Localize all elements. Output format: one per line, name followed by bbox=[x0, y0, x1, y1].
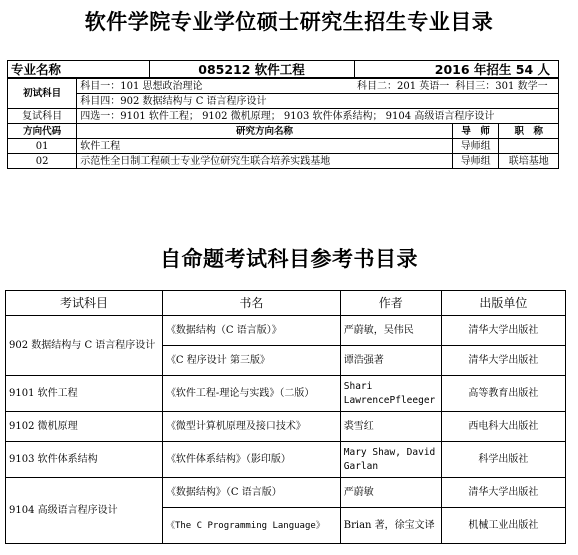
prelim-subject-4: 科目四：902 数据结构与 C 语言程序设计 bbox=[77, 94, 559, 109]
major-code-name: 085212 软件工程 bbox=[149, 61, 354, 79]
table-row bbox=[6, 376, 566, 412]
book-publisher: 机械工业出版社 bbox=[441, 508, 565, 544]
book-name: 《软件工程-理论与实践》（二版） bbox=[162, 376, 340, 412]
direction-code: 02 bbox=[8, 154, 77, 169]
book-author: Brian 著，徐宝文译 bbox=[340, 508, 441, 544]
reference-books-title: 自命题考试科目参考书目录 bbox=[160, 247, 418, 271]
book-table-header bbox=[6, 291, 566, 316]
book-name: 《数据结构》（C 语言版） bbox=[162, 478, 340, 508]
book-author: 裘雪红 bbox=[340, 412, 441, 442]
book-name: 《C 程序设计 第三版》 bbox=[162, 346, 340, 376]
prelim-row-2 bbox=[8, 94, 559, 109]
direction-code: 01 bbox=[8, 139, 77, 154]
retest-subjects: 四选一：9101 软件工程； 9102 微机原理； 9103 软件体系结构； 9104 高级语言程序设计 bbox=[77, 109, 559, 124]
book-author: Mary Shaw, David Garlan bbox=[340, 442, 441, 478]
table-row bbox=[6, 442, 566, 478]
direction-row bbox=[8, 154, 559, 169]
publisher-header: 出版单位 bbox=[441, 291, 565, 316]
direction-name-header: 研究方向名称 bbox=[77, 124, 453, 139]
major-header-row bbox=[8, 61, 559, 79]
book-publisher: 清华大学出版社 bbox=[441, 316, 565, 346]
book-author: 严蔚敏，吴伟民 bbox=[340, 316, 441, 346]
major-catalog-table bbox=[7, 60, 559, 169]
exam-subject: 9101 软件工程 bbox=[6, 376, 163, 412]
book-publisher: 清华大学出版社 bbox=[441, 346, 565, 376]
direction-title: 联培基地 bbox=[499, 154, 559, 169]
title-header: 职 称 bbox=[499, 124, 559, 139]
exam-subject: 9103 软件体系结构 bbox=[6, 442, 163, 478]
prelim-subject-3: 科目三：301 数学一 bbox=[452, 78, 558, 94]
book-author: 严蔚敏 bbox=[340, 478, 441, 508]
prelim-subject-2: 科目二：201 英语一 bbox=[354, 78, 452, 94]
retest-label: 复试科目 bbox=[8, 109, 77, 124]
major-name-label: 专业名称 bbox=[8, 61, 150, 79]
direction-name: 示范性全日制工程硕士专业学位研究生联合培养实践基地 bbox=[77, 154, 453, 169]
retest-row bbox=[8, 109, 559, 124]
direction-advisor: 导师组 bbox=[452, 139, 499, 154]
direction-title bbox=[499, 139, 559, 154]
prelim-row-1 bbox=[8, 78, 559, 94]
book-header: 书名 bbox=[162, 291, 340, 316]
book-name: 《微型计算机原理及接口技术》 bbox=[162, 412, 340, 442]
book-publisher: 西电科大出版社 bbox=[441, 412, 565, 442]
prelim-subject-1: 科目一：101 思想政治理论 bbox=[77, 78, 354, 94]
enrollment-quota: 2016 年招生 54 人 bbox=[354, 61, 558, 79]
exam-subject: 9104 高级语言程序设计 bbox=[6, 478, 163, 544]
author-header: 作者 bbox=[340, 291, 441, 316]
table-row bbox=[6, 316, 566, 346]
direction-header-row bbox=[8, 124, 559, 139]
book-author: Shari LawrencePfleeger bbox=[340, 376, 441, 412]
table-row bbox=[6, 412, 566, 442]
book-author: 谭浩强著 bbox=[340, 346, 441, 376]
direction-advisor: 导师组 bbox=[452, 154, 499, 169]
reference-books-table bbox=[5, 290, 566, 544]
book-publisher: 科学出版社 bbox=[441, 442, 565, 478]
advisor-header: 导 师 bbox=[452, 124, 499, 139]
table-row bbox=[6, 478, 566, 508]
direction-row bbox=[8, 139, 559, 154]
book-publisher: 清华大学出版社 bbox=[441, 478, 565, 508]
exam-subject: 9102 微机原理 bbox=[6, 412, 163, 442]
direction-code-header: 方向代码 bbox=[8, 124, 77, 139]
page-title: 软件学院专业学位硕士研究生招生专业目录 bbox=[84, 10, 494, 34]
subject-header: 考试科目 bbox=[6, 291, 163, 316]
book-name: 《数据结构（C 语言版）》 bbox=[162, 316, 340, 346]
book-name: 《The C Programming Language》 bbox=[162, 508, 340, 544]
prelim-label: 初试科目 bbox=[8, 78, 77, 109]
exam-subject: 902 数据结构与 C 语言程序设计 bbox=[6, 316, 163, 376]
book-name: 《软件体系结构》（影印版） bbox=[162, 442, 340, 478]
book-publisher: 高等教育出版社 bbox=[441, 376, 565, 412]
direction-name: 软件工程 bbox=[77, 139, 453, 154]
